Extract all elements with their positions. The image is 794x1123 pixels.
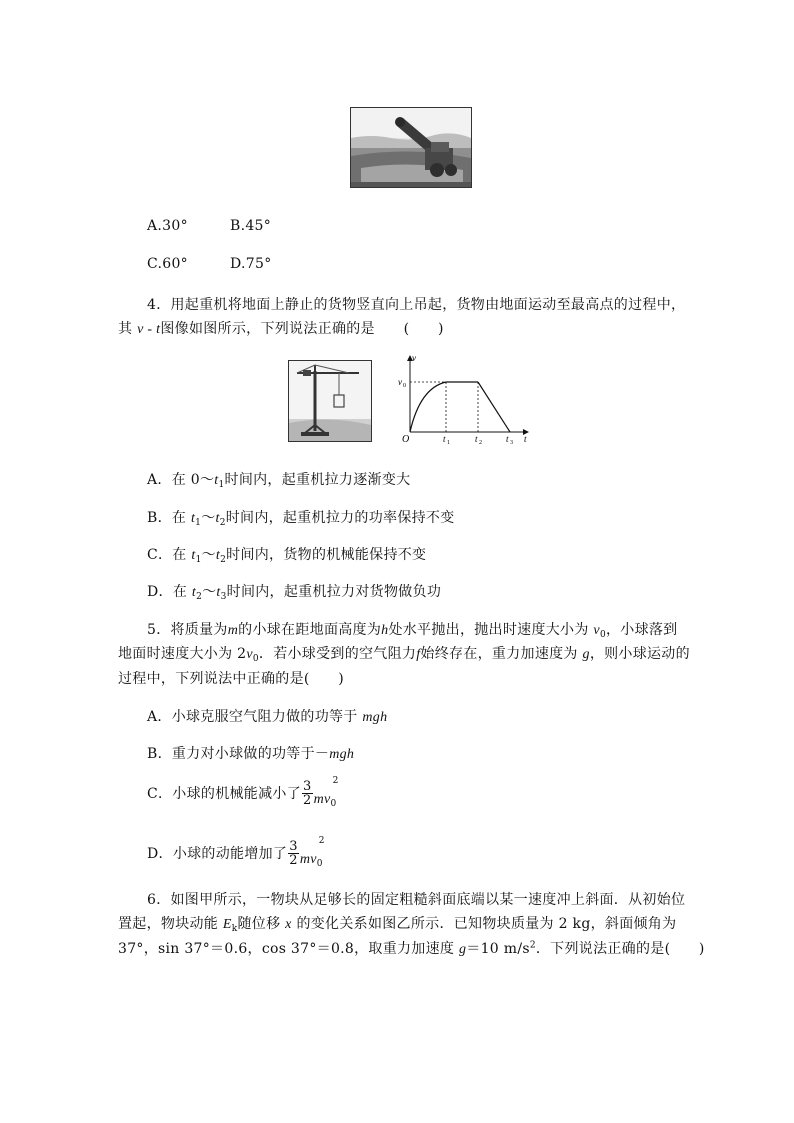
graph-axis-t-label: t	[524, 434, 527, 444]
q5-stem-line3: 过程中，下列说法中正确的是( )	[118, 671, 345, 687]
q5-stem-line1: 5．将质量为m的小球在距地面高度为h处水平抛出，抛出时速度大小为 $v_0$，小球落到	[147, 622, 678, 640]
graph-t3-sub: 3	[510, 440, 513, 446]
q4-stem-line2	[118, 318, 444, 338]
q4-option-b: B．在 $t_1\sim t_2$时间内，起重机拉力的功率保持不变	[147, 510, 455, 528]
q6-stem-line2: 置起，物块动能 $E_k$随位移 x 的变化关系如图乙所示．已知物块质量为 2 kg，斜面倾角为	[118, 916, 677, 934]
graph-t2-sub: 2	[479, 440, 482, 446]
q4-vt-label: v - t	[137, 322, 161, 337]
q3-option-d: 75°	[245, 256, 272, 272]
q3-option-b-letter: B.	[230, 218, 246, 234]
graph-axis-v-label: v	[412, 353, 416, 363]
graph-v0-sub: 0	[403, 383, 406, 389]
graph-v0-label: v	[398, 377, 402, 387]
q4-option-c: C．在 $t_1\sim t_2$时间内，货物的机械能保持不变	[147, 547, 427, 565]
crane-photo-drawing	[289, 361, 371, 441]
q4-answer-paren: ( )	[403, 321, 444, 337]
q3-option-c: 60°	[162, 256, 188, 272]
q5-stem-line2: 地面时速度大小为 $2v_0$．若小球受到的空气阻力f始终存在，重力加速度为 g，则小球运动的	[118, 646, 690, 664]
cannon-photo-drawing	[351, 108, 471, 187]
q3-option-d-letter: D.	[230, 256, 246, 272]
q5-option-a: A．小球克服空气阻力做的功等于 mgh	[147, 709, 388, 725]
q6-stem-line3: 37°，sin 37°＝0.6，cos 37°＝0.8，取重力加速度 g＝10 $m/s^2$．下列说法正确的是( )	[118, 940, 705, 957]
q3-option-a-letter: A.	[147, 218, 163, 234]
cannon-photo	[350, 107, 472, 188]
graph-t1-label: t	[443, 434, 446, 444]
q4-stem-pre: 其	[118, 321, 133, 337]
q5-option-b: B．重力对小球做的功等于－mgh	[147, 746, 355, 762]
q6-stem-line1: 6．如图甲所示，一物块从足够长的固定粗糙斜面底端以某一速度冲上斜面．从初始位	[147, 892, 686, 908]
q5-c-fraction: $\frac{3}{2}$	[303, 778, 312, 808]
graph-t2-label: t	[475, 434, 478, 444]
graph-origin-label: O	[402, 434, 410, 445]
q4-stem-post: 图像如图所示，下列说法正确的是	[160, 321, 375, 337]
q5-option-d: D．小球的动能增加了 $\frac{3}{2}$ $mv_0^2$	[147, 836, 325, 869]
graph-t3-label: t	[506, 434, 509, 444]
crane-photo	[288, 360, 372, 442]
q3-option-b: 45°	[245, 218, 272, 234]
q4-stem-line1: 4．用起重机将地面上静止的货物竖直向上吊起，货物由地面运动至最高点的过程中，	[147, 297, 686, 313]
q3-option-a: 30°	[162, 218, 188, 234]
q5-d-fraction: $\frac{3}{2}$	[289, 838, 298, 868]
graph-t1-sub: 1	[447, 440, 450, 446]
q4-option-a: A．在 $0\sim t_1$时间内，起重机拉力逐渐变大	[147, 472, 411, 490]
graph-segment-decel	[478, 382, 510, 432]
q4-option-d: D．在 $t_2\sim t_3$时间内，起重机拉力对货物做负功	[147, 584, 442, 602]
q5-option-c: C．小球的机械能减小了 $\frac{3}{2}$ $mv_0^2$	[147, 776, 339, 809]
q3-option-c-letter: C.	[147, 256, 163, 272]
vt-graph	[398, 352, 532, 446]
graph-curve-accel	[410, 382, 446, 432]
